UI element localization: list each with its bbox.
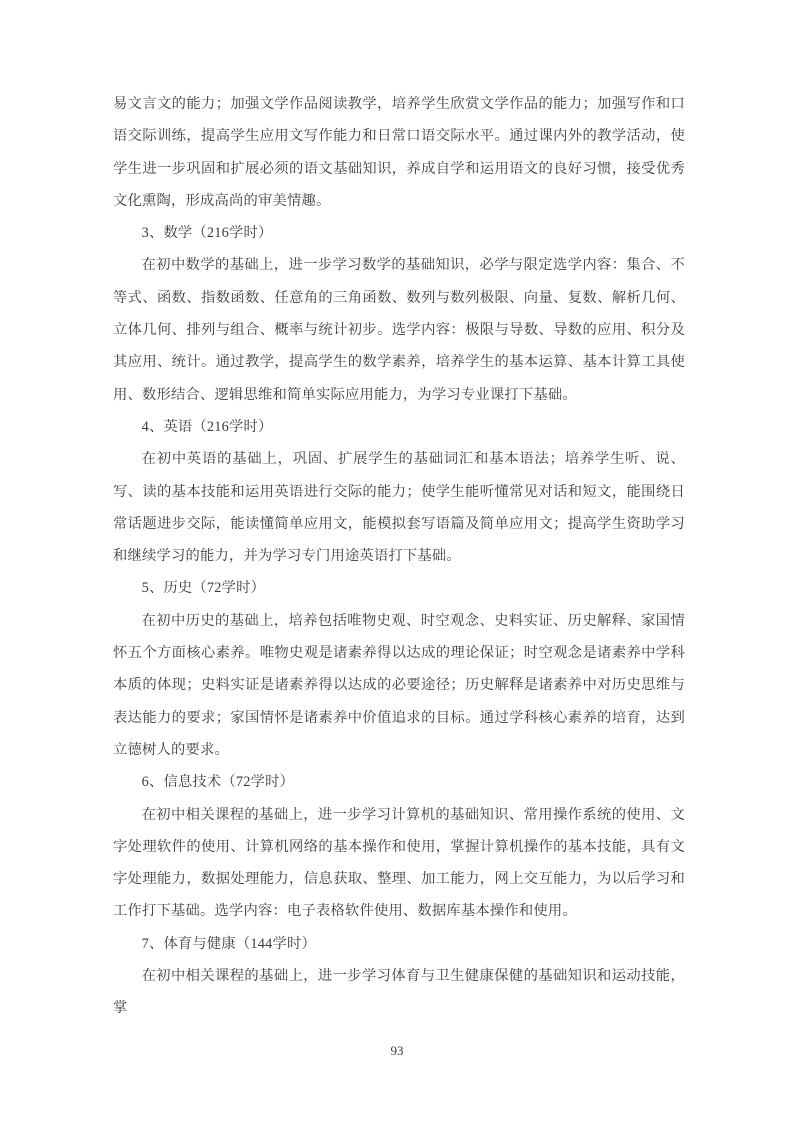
section-paragraph: 在初中历史的基础上，培养包括唯物史观、时空观念、史料实证、历史解释、家国情怀五个方面核心素养。唯物史观是诸素养得以达成的理论保证；时空观念是诸素养中学科本质的体现；史料实证是诸素养得以达成的必要途径；历史解释是诸素养中对历史思维与表达能力的要求；家国情怀是诸素养中价值追求的目标。通过学科核心素养的培育，达到立德树人的要求。 (113, 612, 685, 758)
section-paragraph: 在初中相关课程的基础上，进一步学习计算机的基础知识、常用操作系统的使用、文字处理软件的使用、计算机网络的基本操作和使用，掌握计算机操作的基本技能，具有文字处理能力，数据处理能力，信息获取、整理、加工能力，网上交互能力，为以后学习和工作打下基础。选学内容：电子表格软件使用、数据库基本操作和使用。 (113, 806, 685, 920)
section-heading: 4、英语（216学时） (141, 418, 273, 435)
section-paragraph: 在初中相关课程的基础上，进一步学习体育与卫生健康保健的基础知识和运动技能，掌 (113, 968, 685, 1017)
section-paragraph: 在初中数学的基础上，进一步学习数学的基础知识，必学与限定选学内容：集合、不等式、函数、指数函数、任意角的三角函数、数列与数列极限、向量、复数、解析几何、立体几何、排列与组合、概率与统计初步。选学内容：极限与导数、导数的应用、积分及其应用、统计。通过教学，提高学生的数学素养，培养学生的基本运算、基本计算工具使用、数形结合、逻辑思维和简单实际应用能力，为学习专业课打下基础。 (113, 257, 685, 403)
section-paragraph: 在初中英语的基础上，巩固、扩展学生的基础词汇和基本语法；培养学生听、说、写、读的基本技能和运用英语进行交际的能力；使学生能听懂常见对话和短文，能围绕日常话题进步交际，能读懂简单应用文，能模拟套写语篇及简单应用文；提高学生资助学习和继续学习的能力，并为学习专门用途英语打下基础。 (113, 451, 685, 565)
section-heading: 6、信息技术（72学时） (141, 774, 295, 791)
section-heading: 3、数学（216学时） (141, 225, 273, 242)
page-footer (0, 1042, 794, 1060)
section-heading: 7、体育与健康（144学时） (141, 935, 316, 952)
document-body (113, 88, 685, 1025)
section-paragraph: 易文言文的能力；加强文学作品阅读教学，培养学生欣赏文学作品的能力；加强写作和口语交际训练，提高学生应用文写作能力和日常口语交际水平。通过课内外的教学活动，使学生进一步巩固和扩展必须的语文基础知识，养成自学和运用语文的良好习惯，接受优秀文化熏陶，形成高尚的审美情趣。 (113, 96, 685, 209)
section-heading: 5、历史（72学时） (141, 580, 266, 597)
page-number: 93 (390, 1043, 404, 1058)
